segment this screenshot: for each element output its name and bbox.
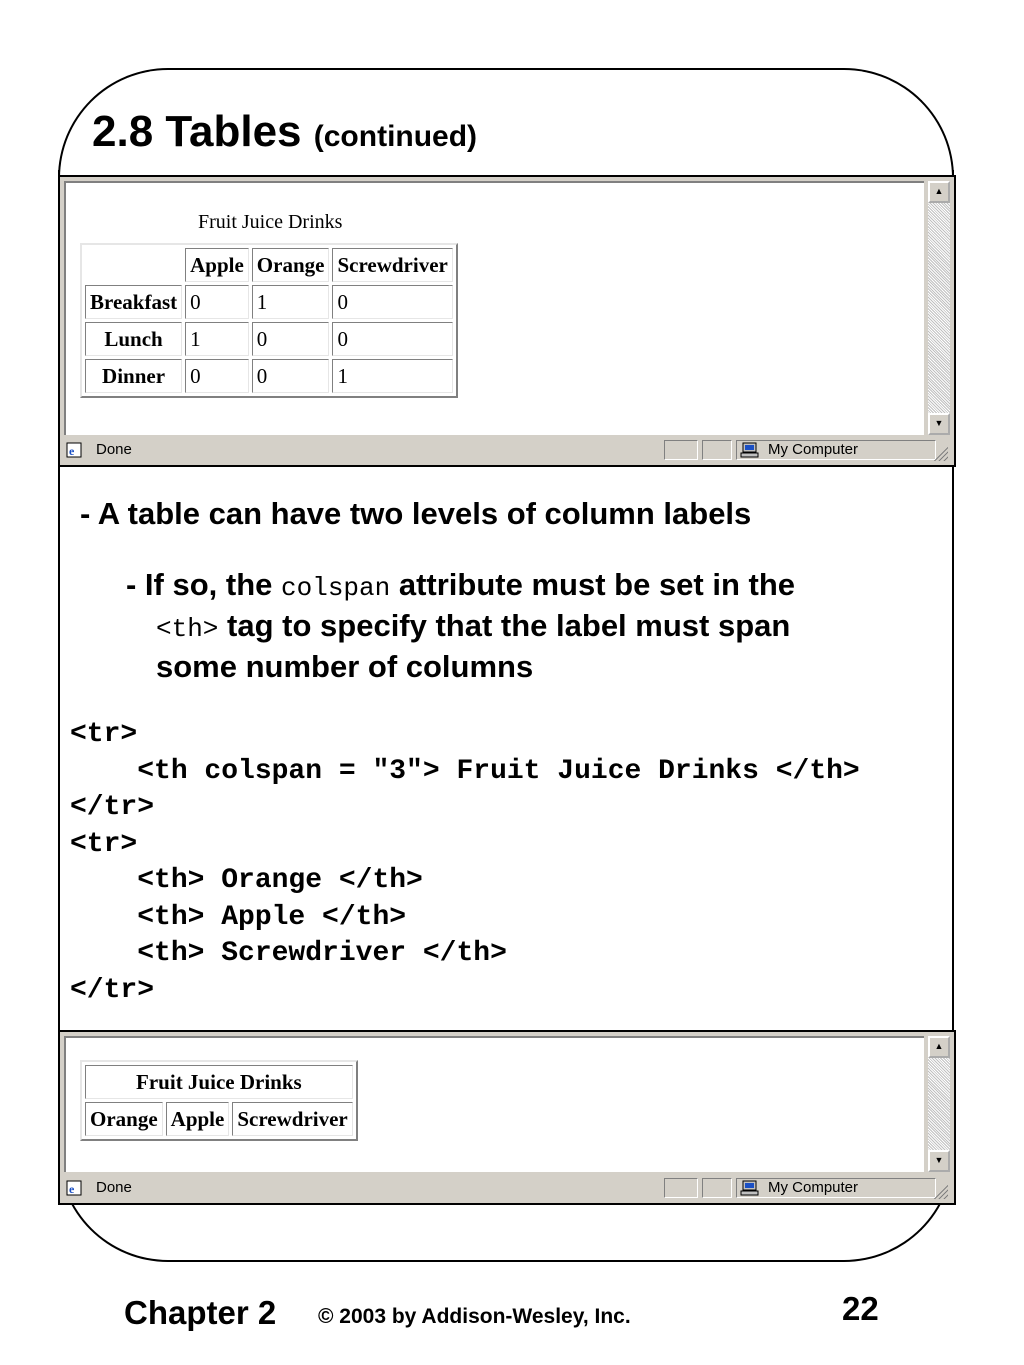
table-cell: 0	[252, 359, 330, 393]
row-label: Lunch	[85, 322, 182, 356]
header-cell: Apple	[166, 1102, 230, 1136]
table-header-row	[85, 248, 453, 282]
browser-viewport-1	[64, 181, 924, 435]
table-cell: 0	[252, 322, 330, 356]
header-cell: Apple	[185, 248, 249, 282]
my-computer-icon	[740, 442, 760, 458]
vertical-scrollbar[interactable]	[928, 1036, 950, 1172]
slide-title-main: 2.8 Tables	[92, 107, 302, 156]
code-line: <tr>	[70, 828, 138, 860]
slide-title-suffix: (continued)	[313, 120, 478, 153]
header-cell: Screwdriver	[332, 248, 452, 282]
inline-code: <th>	[156, 614, 219, 644]
code-line: </tr>	[70, 792, 155, 823]
status-text: Done	[96, 1179, 132, 1196]
scroll-up-button[interactable]: ▲	[928, 1036, 950, 1058]
status-pane	[664, 440, 698, 460]
sub-bullet-text: tag to specify that the label must span some number of columns	[156, 608, 791, 684]
table-cell: 0	[332, 285, 452, 319]
status-bar	[64, 437, 950, 463]
zone-label	[768, 1175, 858, 1201]
table-row	[85, 359, 453, 393]
bullet-point: - A table can have two levels of column labels	[80, 496, 752, 531]
table-header-row	[85, 1065, 353, 1099]
zone-text: My Computer	[768, 1179, 859, 1196]
sub-bullet-text: attribute must be set in the	[398, 567, 796, 602]
row-label: Dinner	[85, 359, 182, 393]
resize-grip[interactable]	[932, 445, 948, 461]
ie-page-icon	[66, 1180, 82, 1196]
ie-page-icon	[66, 442, 82, 458]
span-header-cell: Fruit Juice Drinks	[85, 1065, 353, 1099]
slide-title	[92, 106, 477, 163]
status-pane	[702, 440, 732, 460]
code-line: <th> Apple </th>	[70, 901, 407, 933]
table-cell: 0	[332, 322, 452, 356]
table-cell: 1	[252, 285, 330, 319]
browser-window-1	[58, 175, 956, 467]
row-label: Breakfast	[85, 285, 182, 319]
table-row	[85, 285, 453, 319]
header-cell: Screwdriver	[232, 1102, 352, 1136]
table-row	[85, 322, 453, 356]
svg-text:e: e	[69, 444, 75, 458]
footer-copyright: © 2003 by Addison-Wesley, Inc.	[318, 1305, 631, 1328]
scroll-up-button[interactable]: ▲	[928, 181, 950, 203]
footer-chapter: Chapter 2	[124, 1294, 277, 1331]
svg-text:e: e	[69, 1182, 75, 1196]
table-cell: 0	[185, 359, 249, 393]
sub-bullet-point	[126, 566, 876, 686]
my-computer-icon	[740, 1180, 760, 1196]
inline-code: colspan	[281, 573, 391, 603]
empty-corner-cell	[85, 248, 182, 282]
status-pane	[702, 1178, 732, 1198]
code-line: </tr>	[70, 974, 155, 1006]
vertical-scrollbar[interactable]	[928, 181, 950, 435]
header-cell: Orange	[252, 248, 330, 282]
scroll-down-button[interactable]: ▼	[928, 413, 950, 435]
status-bar	[64, 1175, 950, 1201]
code-line: <th> Orange </th>	[70, 865, 423, 896]
status-text: Done	[96, 441, 132, 458]
zone-label	[768, 437, 858, 463]
code-block	[70, 717, 860, 1009]
browser-window-2	[58, 1030, 956, 1205]
resize-grip[interactable]	[932, 1183, 948, 1199]
header-cell: Orange	[85, 1102, 163, 1136]
table-header-row	[85, 1102, 353, 1136]
fruit-juice-span-table	[80, 1060, 358, 1141]
table-cell: 0	[185, 285, 249, 319]
page-number: 22	[842, 1290, 879, 1327]
table-caption: Fruit Juice Drinks	[198, 211, 343, 233]
code-line: <tr>	[70, 719, 138, 750]
sub-bullet-text: - If so, the	[126, 567, 273, 602]
table-cell: 1	[185, 322, 249, 356]
code-line: <th colspan = "3"> Fruit Juice Drinks </th>	[70, 755, 860, 787]
fruit-juice-table	[80, 243, 458, 398]
status-pane	[664, 1178, 698, 1198]
browser-viewport-2	[64, 1036, 924, 1172]
code-line: <th> Screwdriver </th>	[70, 938, 507, 969]
scroll-down-button[interactable]: ▼	[928, 1150, 950, 1172]
zone-text: My Computer	[768, 441, 859, 458]
table-cell: 1	[332, 359, 452, 393]
